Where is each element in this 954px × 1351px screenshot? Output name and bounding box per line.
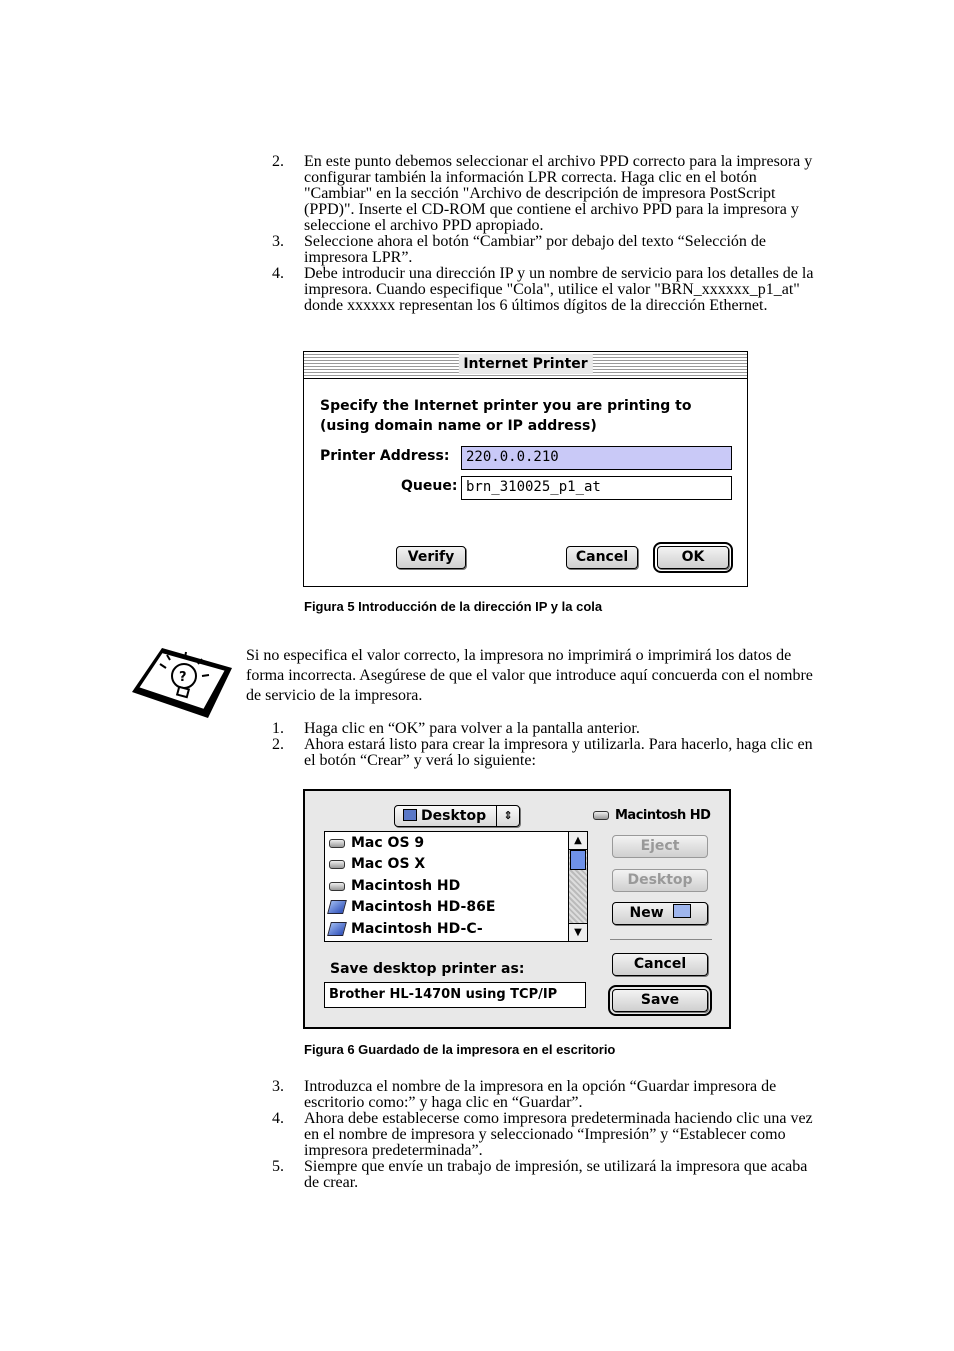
list-item[interactable]: Mac OS 9 [329,833,424,853]
printer-address-label: Printer Address: [320,448,450,464]
popup-arrows-icon: ⇕ [496,806,519,826]
list-item: 3. Seleccione ahora el botón “Cambiar” por debajo del texto “Selección de impresora LPR”. [272,233,767,266]
list-item[interactable]: Macintosh HD-86E [329,897,495,917]
list-item[interactable]: Macintosh HD [329,876,460,896]
list-item: 2. En este punto debemos seleccionar el archivo PPD correcto para la impresora y configurar también la información LPR correcta. Haga clic en el botón "Cambiar" en la sección "Archivo de descripción de impresora PostScript (PPD)". Inserte el CD-ROM que contiene el archivo PPD para la impresora y seleccione el archivo PPD apropiado. [272,153,813,234]
save-as-input[interactable]: Brother HL-1470N using TCP/IP [324,982,586,1008]
list-item: 4. Debe introducir una dirección IP y un nombre de servicio para los detalles de la impresora. Cuando especifique "Cola", utilice el valor "BRN_xxxxxx_p1_at" donde xxxxxx representan los 6 últimos dígitos de la dirección Ethernet. [272,265,814,314]
list-item: 3. Introduzca el nombre de la impresora en la opción “Guardar impresora de escritorio como:” y haga clic en “Guardar”. [272,1078,777,1111]
steps-top-list [272,154,824,314]
queue-label: Queue: [401,478,458,494]
steps-bottom-list [272,1079,824,1191]
steps-mid-list [272,721,824,769]
scroll-up-arrow-icon[interactable]: ▲ [569,832,587,850]
scroll-down-arrow-icon[interactable]: ▼ [569,923,587,941]
new-folder-icon [673,904,691,918]
queue-input[interactable]: brn_310025_p1_at [461,476,732,500]
list-item: 5. Siempre que envíe un trabajo de impresión, se utilizará la impresora que acaba de crear. [272,1158,808,1191]
verify-button[interactable]: Verify [396,546,466,569]
save-button[interactable]: Save [612,989,708,1012]
scroll-thumb[interactable] [570,850,586,870]
hard-disk-icon [593,811,609,820]
printer-address-input[interactable]: 220.0.0.210 [461,446,732,470]
desktop-button[interactable]: Desktop [612,869,708,892]
new-folder-button[interactable]: New [612,902,708,925]
list-item: 4. Ahora debe establecerse como impresora predeterminada haciendo clic una vez en el nombre de impresora y seleccionado “Impresión” y “Establecer como impresora predeterminada”. [272,1110,813,1159]
internet-printer-dialog [303,351,748,587]
location-popup[interactable]: Desktop ⇕ [394,805,520,827]
list-item[interactable]: Macintosh HD-C- [329,919,483,939]
save-printer-dialog [303,789,731,1029]
dialog-title: Internet Printer [458,354,592,374]
hard-disk-icon [329,839,345,848]
dialog-prompt: Specify the Internet printer you are printing to (using domain name or IP address) [320,398,692,434]
cancel-button[interactable]: Cancel [566,546,638,569]
svg-text:?: ? [179,670,187,685]
eject-button[interactable]: Eject [612,835,708,858]
dialog-title-bar[interactable] [304,352,747,379]
cancel-button[interactable]: Cancel [612,953,708,976]
ok-button[interactable]: OK [657,546,729,569]
volume-indicator: Macintosh HD [593,808,710,823]
figure-5-caption: Figura 5 Introducción de la dirección IP y la cola [304,599,603,614]
divider [610,939,712,940]
list-item: 2. Ahora estará listo para crear la impresora y utilizarla. Para hacerlo, haga clic en el botón “Crear” y verá lo siguiente: [272,736,813,769]
save-as-label: Save desktop printer as: [330,961,525,977]
network-volume-icon [327,900,347,914]
note-text: Si no especifica el valor correcto, la impresora no imprimirá o imprimirá los datos de forma incorrecta. Asegúrese de que el valor que introduce aquí concuerda con el nombre de servicio de la impresora. [246,647,813,704]
figure-6-caption: Figura 6 Guardado de la impresora en el escritorio [304,1042,616,1057]
desktop-icon [403,809,417,821]
lightbulb-note-icon [130,646,234,720]
hard-disk-icon [329,882,345,891]
list-item: 1. Haga clic en “OK” para volver a la pantalla anterior. [272,720,640,737]
list-item[interactable]: Mac OS X [329,854,425,874]
list-scrollbar[interactable] [568,832,587,941]
network-volume-icon [327,922,347,936]
file-list[interactable] [324,831,588,942]
hard-disk-icon [329,860,345,869]
